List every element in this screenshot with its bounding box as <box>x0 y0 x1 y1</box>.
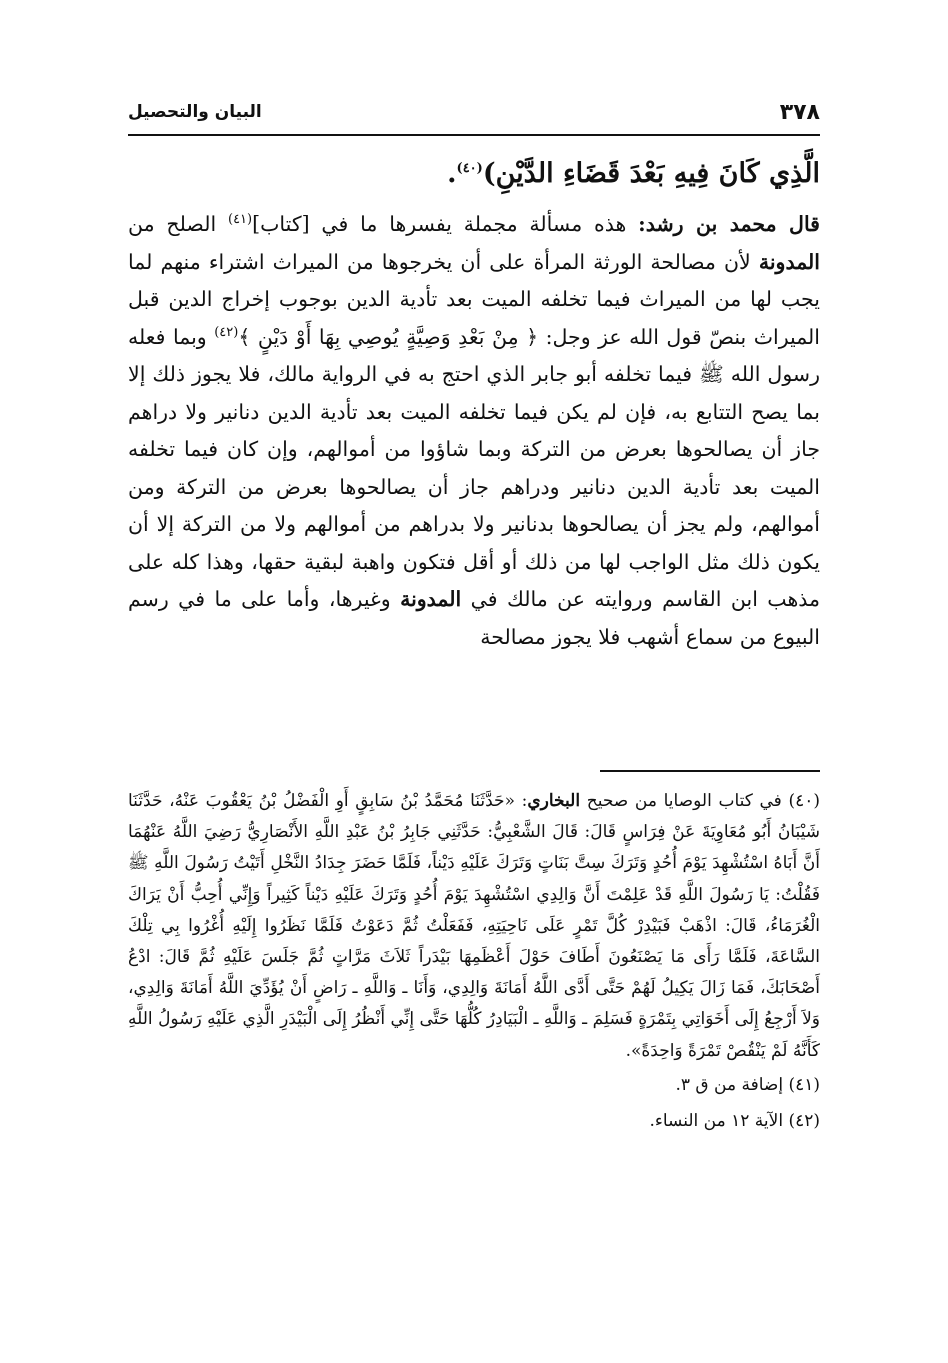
commentary-text-4: وغيرها، وأما على ما في رسم البيوع من سماع أشهب فلا يجوز مصالحة <box>128 587 820 649</box>
footnote-40 <box>128 786 820 1067</box>
main-text <box>128 150 820 656</box>
commentary-text-intro: هذه مسألة مجملة يفسرها ما في [كتاب] <box>252 212 639 236</box>
footnote-42: (٤٢) الآية ١٢ من النساء. <box>649 1110 820 1131</box>
commentary-paragraph <box>128 206 820 656</box>
source-name-mudawwana: المدونة <box>758 249 820 274</box>
footnote-ref-42[interactable]: (٤٢) <box>214 324 239 340</box>
footnote-divider <box>600 770 820 772</box>
quote-end: . <box>447 158 457 189</box>
page-number: ٣٧٨ <box>779 100 820 125</box>
quoted-text-line <box>128 150 820 198</box>
footnote-ref-40[interactable]: (٤٠) <box>456 161 483 176</box>
commentary-text-3: وبما فعله رسول الله ﷺ فيما تخلفه أبو جابر الذي احتج به في الرواية مالك، فلا يجوز ذلك إلا بما يصح التتابع به، فإن لم يكن فيما تخلفه الميت بعد تأدية الدين دنانير ولا دراهم جاز أن يصالحوها بعرض من التركة وبما شاؤوا من أموالهم، وإن كان فيما تخلفه الميت بعد تأدية الدين دنانير ودراهم جاز أن يصالحوها بعرض من التركة ومن أموالهم، ولم يجز أن يصالحوها بدنانير ولا بدراهم من أموالهم ولا من التركة إلا أن يكون ذلك مثل الواجب لها من ذلك أو أقل فتكون واهبة لبقية حقها، وهذا كله على مذهب ابن القاسم وروايته عن مالك في <box>128 324 820 611</box>
commentary-text-2: لأن مصالحة الورثة المرأة على أن يخرجوها من الميراث اشتراء منهم لما يجب لها من الميراث فيما تخلفه الميت بعد تأدية الدين بوجوب إخراج الدين قبل الميراث بنصّ قول الله عز وجل: ﴿ مِنْ بَعْدِ وَصِيَّةٍ يُوصِي بِهَا أَوْ دَيْنٍ ﴾ <box>128 249 821 349</box>
header-divider <box>128 134 820 136</box>
footnote-40-intro: في كتاب الوصايا من صحيح <box>580 791 789 811</box>
footnote-40-number: (٤٠) <box>788 791 820 811</box>
quoted-text: الَّذِي كَانَ فِيهِ بَعْدَ قَضَاءِ الدَّيْنِ) <box>482 158 820 189</box>
source-name-mudawwana-2: المدونة <box>400 587 462 611</box>
footnote-ref-41[interactable]: (٤١) <box>227 212 253 228</box>
footnote-40-text: : «حَدَّثَنَا مُحَمَّدُ بْنُ سَابِقٍ أَوِ الْفَضْلُ بْنُ يَعْقُوبَ عَنْهُ، حَدَّثَنَا شَيْبَانُ أَبُو مُعَاوِيَةَ عَنْ فِرَاسٍ قَالَ: قَالَ الشَّعْبِيُّ: حَدَّثَنِي جَابِرُ بْنُ عَبْدِ اللَّهِ الأَنْصَارِيُّ رَضِيَ اللَّهُ عَنْهُمَا أَنَّ أَبَاهُ اسْتُشْهِدَ يَوْمَ أُحُدٍ وَتَرَكَ سِتَّ بَنَاتٍ وَتَرَكَ عَلَيْهِ دَيْناً، فَلَمَّا حَضَرَ جِدَادُ النَّخْلِ أَتَيْتُ رَسُولَ اللَّهِ ﷺ فَقُلْتُ: يَا رَسُولَ اللَّهِ قَدْ عَلِمْتَ أَنَّ وَالِدِي اسْتُشْهِدَ يَوْمَ أُحُدٍ وَتَرَكَ عَلَيْهِ دَيْناً كَثِيراً وَإِنِّي أُحِبُّ أَنْ يَرَاكَ الْغُرَمَاءُ، قَالَ: اذْهَبْ فَبَيْدِرْ كُلَّ تَمْرٍ عَلَى نَاحِيَتِهِ، فَفَعَلْتُ ثُمَّ دَعَوْتُ فَلَمَّا نَظَرُوا إِلَيْهِ أُغْرُوا بِي تِلْكَ السَّاعَةَ، فَلَمَّا رَأَى مَا يَصْنَعُونَ أَطَافَ حَوْلَ أَعْظَمِهَا بَيْدَراً ثَلاَثَ مَرَّاتٍ ثُمَّ جَلَسَ عَلَيْهِ ثُمَّ قَالَ: ادْعُ أَصْحَابَكَ، فَمَا زَالَ يَكِيلُ لَهُمْ حَتَّى أَدَّى اللَّهُ أَمَانَةَ وَالِدِي، وَأَنَا ـ وَاللَّهِ ـ رَاضٍ أَنْ يُؤَدِّيَ اللَّهُ أَمَانَةَ وَالِدِي، وَلاَ أَرْجِعُ إِلَى أَخَوَاتِي بِتَمْرَةٍ فَسَلِمَ ـ وَاللَّهِ ـ الْبَيَادِرُ كُلُّهَا حَتَّى إِنِّي أَنْظُرُ إِلَى الْبَيْدَرِ الَّذِي عَلَيْهِ رَسُولُ اللَّهِ كَأَنَّهُ لَمْ يَنْقُصْ تَمْرَةً وَاحِدَةً». <box>128 791 820 1061</box>
commentary-text-1: الصلح من <box>128 212 228 236</box>
commentary-intro: قال محمد بن رشد: <box>638 212 820 236</box>
footnote-40-source: البخاري <box>527 791 581 811</box>
footnote-41: (٤١) إضافة من ق ٣. <box>675 1074 820 1095</box>
footnotes <box>128 786 820 1139</box>
running-title: البيان والتحصيل <box>128 102 262 122</box>
page-header <box>128 96 820 134</box>
